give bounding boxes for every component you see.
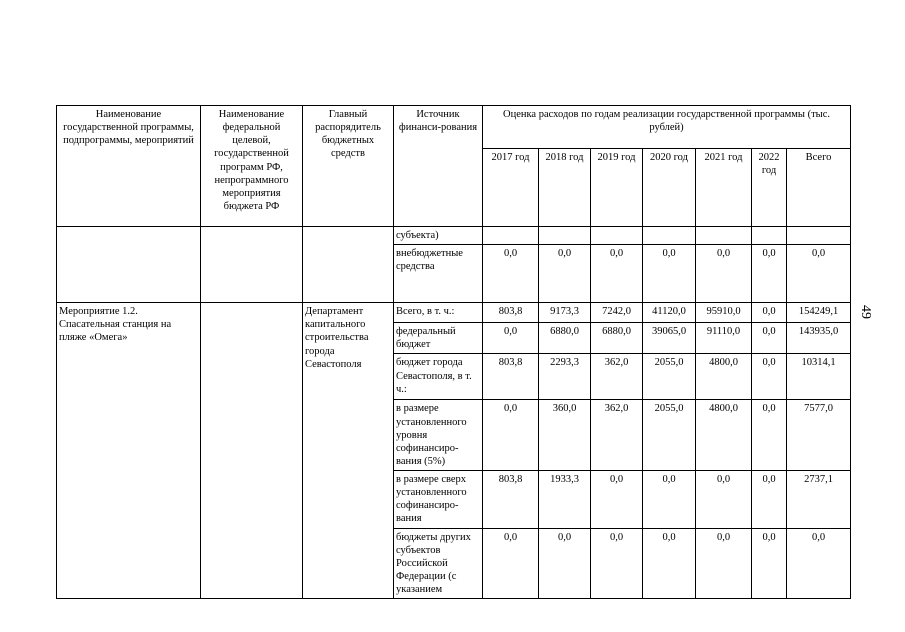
header-row xyxy=(57,106,851,149)
header-manager: Главный распорядитель бюджетных средств xyxy=(303,106,394,227)
source-cell: Всего, в т. ч.: xyxy=(394,303,483,323)
value-cell: 0,0 xyxy=(752,354,787,400)
value-cell: 803,8 xyxy=(483,303,539,323)
year-2019: 2019 год xyxy=(591,149,643,227)
value-cell: 2055,0 xyxy=(643,354,696,400)
value-cell: 143935,0 xyxy=(787,323,851,354)
event-name: Мероприятие 1.2. Спасательная станция на пляже «Омега» xyxy=(57,303,201,599)
manager-cell-empty xyxy=(303,227,394,303)
value-cell: 0,0 xyxy=(483,323,539,354)
value-cell: 9173,3 xyxy=(539,303,591,323)
source-cell: субъекта) xyxy=(394,227,483,245)
source-cell: бюджет города Севастополя, в т. ч.: xyxy=(394,354,483,400)
value-cell: 10314,1 xyxy=(787,354,851,400)
header-source: Источник финанси-рования xyxy=(394,106,483,227)
value-cell: 0,0 xyxy=(696,245,752,303)
value-cell: 0,0 xyxy=(752,400,787,471)
year-2020: 2020 год xyxy=(643,149,696,227)
value-cell: 362,0 xyxy=(591,400,643,471)
year-2017: 2017 год xyxy=(483,149,539,227)
page-number: 49 xyxy=(858,305,873,319)
expense-table xyxy=(56,105,851,599)
value-cell: 0,0 xyxy=(539,245,591,303)
header-federal-program: Наименование федеральной целевой, государственной программ РФ, непрограммного мероприятия бюджета РФ xyxy=(201,106,303,227)
value-cell: 6880,0 xyxy=(591,323,643,354)
value-cell: 0,0 xyxy=(591,471,643,529)
value-cell: 0,0 xyxy=(752,528,787,599)
value-cell: 2737,1 xyxy=(787,471,851,529)
value-cell: 0,0 xyxy=(752,471,787,529)
value-cell: 7242,0 xyxy=(591,303,643,323)
value-cell: 2055,0 xyxy=(643,400,696,471)
value-cell: 154249,1 xyxy=(787,303,851,323)
value-cell: 0,0 xyxy=(591,528,643,599)
value-cell: 4800,0 xyxy=(696,400,752,471)
year-2022: 2022 год xyxy=(752,149,787,227)
federal-cell-empty xyxy=(201,227,303,303)
value-cell: 0,0 xyxy=(643,471,696,529)
source-cell: бюджеты других субъектов Российской Федерации (с указанием xyxy=(394,528,483,599)
value-cell: 0,0 xyxy=(752,245,787,303)
value-cell: 7577,0 xyxy=(787,400,851,471)
header-program: Наименование государственной программы, подпрограммы, мероприятий xyxy=(57,106,201,227)
value-cell: 41120,0 xyxy=(643,303,696,323)
value-cell: 0,0 xyxy=(696,528,752,599)
value-cell: 0,0 xyxy=(696,471,752,529)
value-cell: 2293,3 xyxy=(539,354,591,400)
year-total: Всего xyxy=(787,149,851,227)
year-2018: 2018 год xyxy=(539,149,591,227)
value-cell: 39065,0 xyxy=(643,323,696,354)
year-2021: 2021 год xyxy=(696,149,752,227)
value-cell: 0,0 xyxy=(483,528,539,599)
program-cell-empty xyxy=(57,227,201,303)
event-manager: Департамент капитального строительства города Севастополя xyxy=(303,303,394,599)
value-cell: 0,0 xyxy=(591,245,643,303)
value-cell: 0,0 xyxy=(787,528,851,599)
table-row xyxy=(57,303,851,323)
value-cell: 95910,0 xyxy=(696,303,752,323)
value-cell: 0,0 xyxy=(539,528,591,599)
value-cell: 360,0 xyxy=(539,400,591,471)
value-cell: 0,0 xyxy=(752,323,787,354)
source-cell: внебюджетные средства xyxy=(394,245,483,303)
value-cell: 803,8 xyxy=(483,354,539,400)
value-cell: 0,0 xyxy=(752,303,787,323)
value-cell: 6880,0 xyxy=(539,323,591,354)
event-federal-program xyxy=(201,303,303,599)
value-cell: 0,0 xyxy=(483,400,539,471)
table-row xyxy=(57,227,851,245)
value-cell: 0,0 xyxy=(787,245,851,303)
source-cell: федеральный бюджет xyxy=(394,323,483,354)
value-cell: 0,0 xyxy=(483,245,539,303)
value-cell: 4800,0 xyxy=(696,354,752,400)
value-cell: 91110,0 xyxy=(696,323,752,354)
value-cell: 362,0 xyxy=(591,354,643,400)
source-cell: в размере сверх установленного софинансиро-вания xyxy=(394,471,483,529)
value-cell: 1933,3 xyxy=(539,471,591,529)
value-cell: 0,0 xyxy=(643,245,696,303)
source-cell: в размере установленного уровня софинансиро-вания (5%) xyxy=(394,400,483,471)
value-cell: 0,0 xyxy=(643,528,696,599)
header-estimate: Оценка расходов по годам реализации государственной программы (тыс. рублей) xyxy=(483,106,851,149)
value-cell: 803,8 xyxy=(483,471,539,529)
